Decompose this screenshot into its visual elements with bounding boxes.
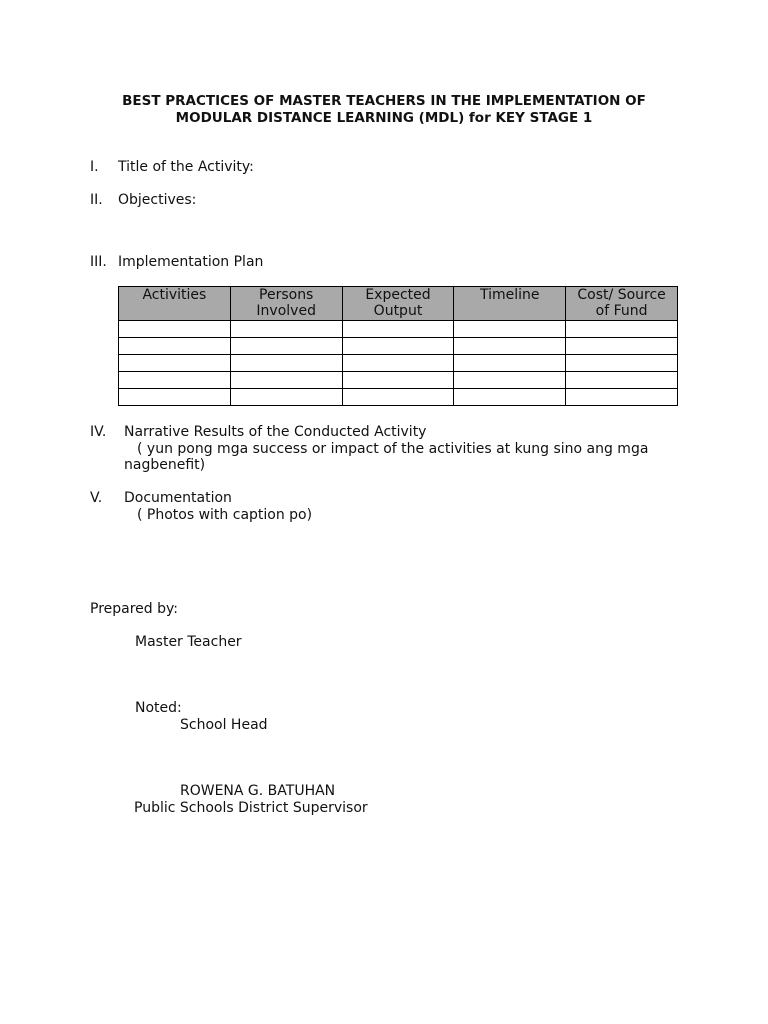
table-cell (230, 321, 342, 338)
table-row (119, 389, 678, 406)
section-4-note-line-2: nagbenefit) (124, 457, 206, 473)
document-title-line-1: BEST PRACTICES OF MASTER TEACHERS IN THE IMPLEMENTATION OF (122, 93, 646, 109)
table-cell (119, 355, 231, 372)
table-cell (566, 372, 678, 389)
table-row (119, 321, 678, 338)
table-header-cost-source: Cost/ Source of Fund (566, 287, 678, 321)
table-header-activities: Activities (119, 287, 231, 321)
supervisor-title: Public Schools District Supervisor (134, 800, 368, 816)
table-cell (454, 355, 566, 372)
section-2-numeral: II. (90, 192, 103, 208)
table-cell (342, 372, 454, 389)
section-4-heading: Narrative Results of the Conducted Activity (124, 424, 427, 440)
document-title-line-2: MODULAR DISTANCE LEARNING (MDL) for KEY STAGE 1 (175, 110, 593, 126)
table-cell (230, 338, 342, 355)
section-5-note-line-1: ( Photos with caption po) (137, 507, 313, 523)
table-cell (342, 355, 454, 372)
table-cell (119, 372, 231, 389)
table-cell (119, 389, 231, 406)
section-4-note-line-1: ( yun pong mga success or impact of the activities at kung sino ang mga (137, 441, 649, 457)
section-2-heading: Objectives: (118, 192, 197, 208)
section-4-numeral: IV. (90, 424, 107, 440)
master-teacher-title: Master Teacher (135, 634, 242, 650)
table-cell (566, 338, 678, 355)
table-cell (230, 355, 342, 372)
table-row (119, 355, 678, 372)
section-1-heading: Title of the Activity: (118, 159, 254, 175)
table-header-timeline: Timeline (454, 287, 566, 321)
table-cell (454, 338, 566, 355)
implementation-plan-table (118, 286, 678, 406)
table-cell (342, 389, 454, 406)
table-cell (119, 338, 231, 355)
table-header-persons-involved: Persons Involved (230, 287, 342, 321)
table-cell (566, 321, 678, 338)
table-cell (566, 355, 678, 372)
table-cell (342, 338, 454, 355)
table-row (119, 338, 678, 355)
table-header-row (119, 287, 678, 321)
section-5-numeral: V. (90, 490, 103, 506)
table-cell (566, 389, 678, 406)
section-1-numeral: I. (90, 159, 99, 175)
table-header-expected-output: Expected Output (342, 287, 454, 321)
section-3-numeral: III. (90, 254, 107, 270)
table-cell (454, 372, 566, 389)
table-cell (342, 321, 454, 338)
table-cell (119, 321, 231, 338)
table-cell (230, 389, 342, 406)
table-row (119, 372, 678, 389)
table-cell (454, 321, 566, 338)
school-head-title: School Head (180, 717, 268, 733)
table-cell (454, 389, 566, 406)
section-5-heading: Documentation (124, 490, 232, 506)
section-3-heading: Implementation Plan (118, 254, 264, 270)
supervisor-name: ROWENA G. BATUHAN (180, 783, 336, 799)
prepared-by-label: Prepared by: (90, 601, 178, 617)
table-cell (230, 372, 342, 389)
noted-label: Noted: (135, 700, 182, 716)
